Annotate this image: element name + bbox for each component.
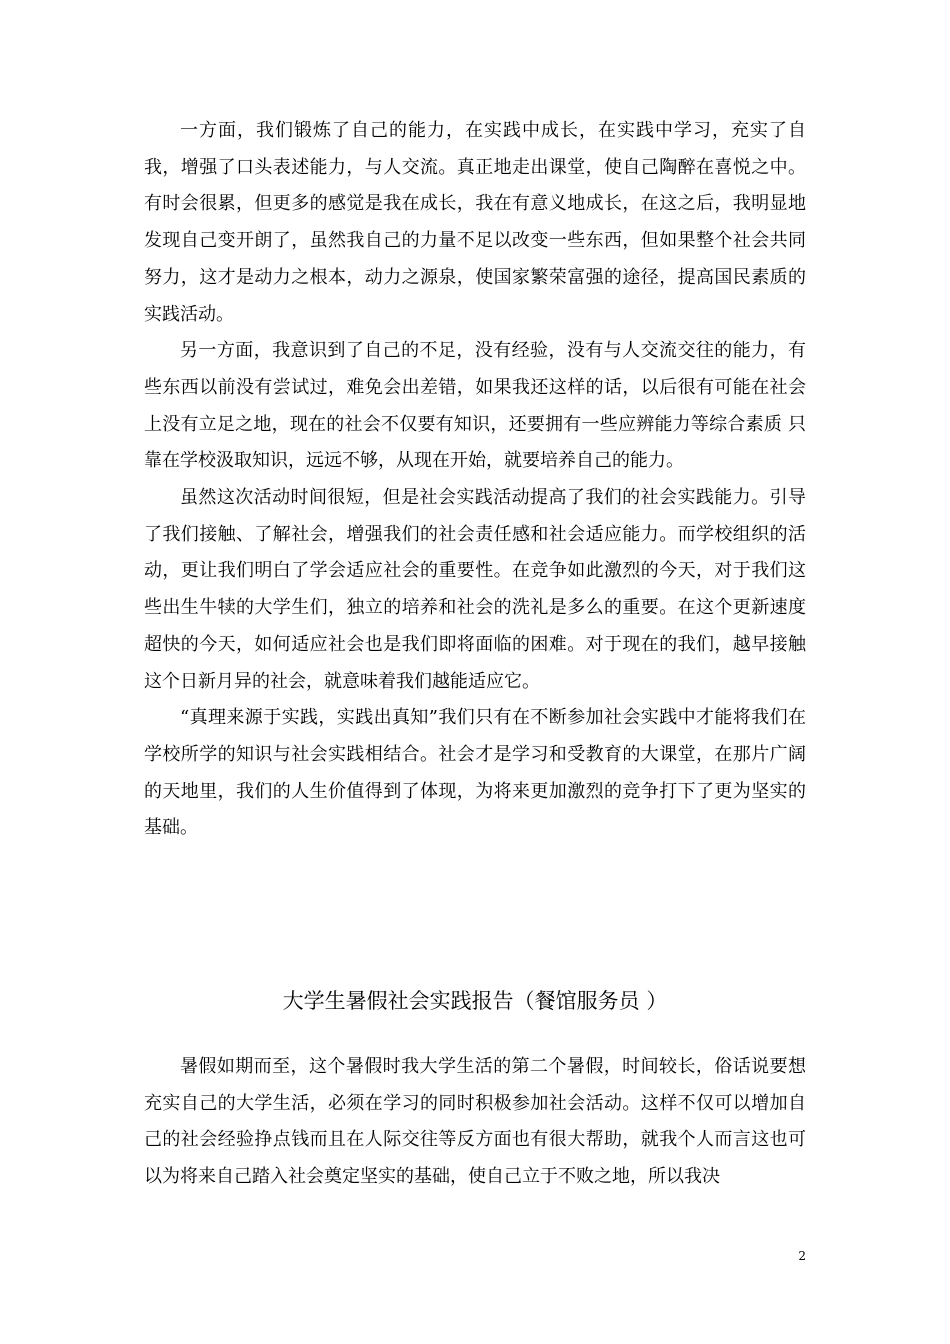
- paragraph: 暑假如期而至，这个暑假时我大学生活的第二个暑假，时间较长，俗话说要想充实自己的大学生活，必须在学习的同时积极参加社会活动。这样不仅可以增加自己的社会经验挣点钱而且在人际交往等反方面也有很大帮助，就我个人而言这也可以为将来自己踏入社会奠定坚实的基础，使自己立于不败之地，所以我决: [144, 1056, 806, 1188]
- body-text-bottom: [144, 1049, 806, 1196]
- section-title: 大学生暑假社会实践报告（餐馆服务员 ）: [282, 989, 668, 1013]
- paragraph: 另一方面，我意识到了自己的不足，没有经验，没有与人交流交往的能力，有些东西以前没有尝试过，难免会出差错，如果我还这样的话，以后很有可能在社会上没有立足之地，现在的社会不仅要有知识，还要拥有一些应辨能力等综合素质 只靠在学校汲取知识，远远不够，从现在开始，就要培养自己的能力。: [144, 340, 806, 472]
- paragraph: 虽然这次活动时间很短，但是社会实践活动提高了我们的社会实践能力。引导了我们接触、了解社会，增强我们的社会责任感和社会适应能力。而学校组织的活动，更让我们明白了学会适应社会的重要性。在竞争如此激烈的今天，对于我们这些出生牛犊的大学生们，独立的培养和社会的洗礼是多么的重要。在这个更新速度超快的今天，如何适应社会也是我们即将面临的困难。对于现在的我们，越早接触这个日新月异的社会，就意味着我们越能适应它。: [144, 487, 806, 692]
- paragraph: “真理来源于实践，实践出真知”我们只有在不断参加社会实践中才能将我们在学校所学的知识与社会实践相结合。社会才是学习和受教育的大课堂，在那片广阔的天地里，我们的人生价值得到了体现，为将来更加激烈的竞争打下了更为坚实的基础。: [144, 707, 806, 839]
- body-text-top: [144, 113, 806, 847]
- paragraph: 一方面，我们锻炼了自己的能力，在实践中成长，在实践中学习，充实了自我，增强了口头表述能力，与人交流。真正地走出课堂，使自己陶醉在喜悦之中。有时会很累，但更多的感觉是我在成长，我在有意义地成长，在这之后，我明显地发现自己变开朗了，虽然我自己的力量不足以改变一些东西，但如果整个社会共同努力，这才是动力之根本，动力之源泉，使国家繁荣富强的途径，提高国民素质的实践活动。: [144, 120, 806, 325]
- page-number: 2: [798, 1249, 806, 1263]
